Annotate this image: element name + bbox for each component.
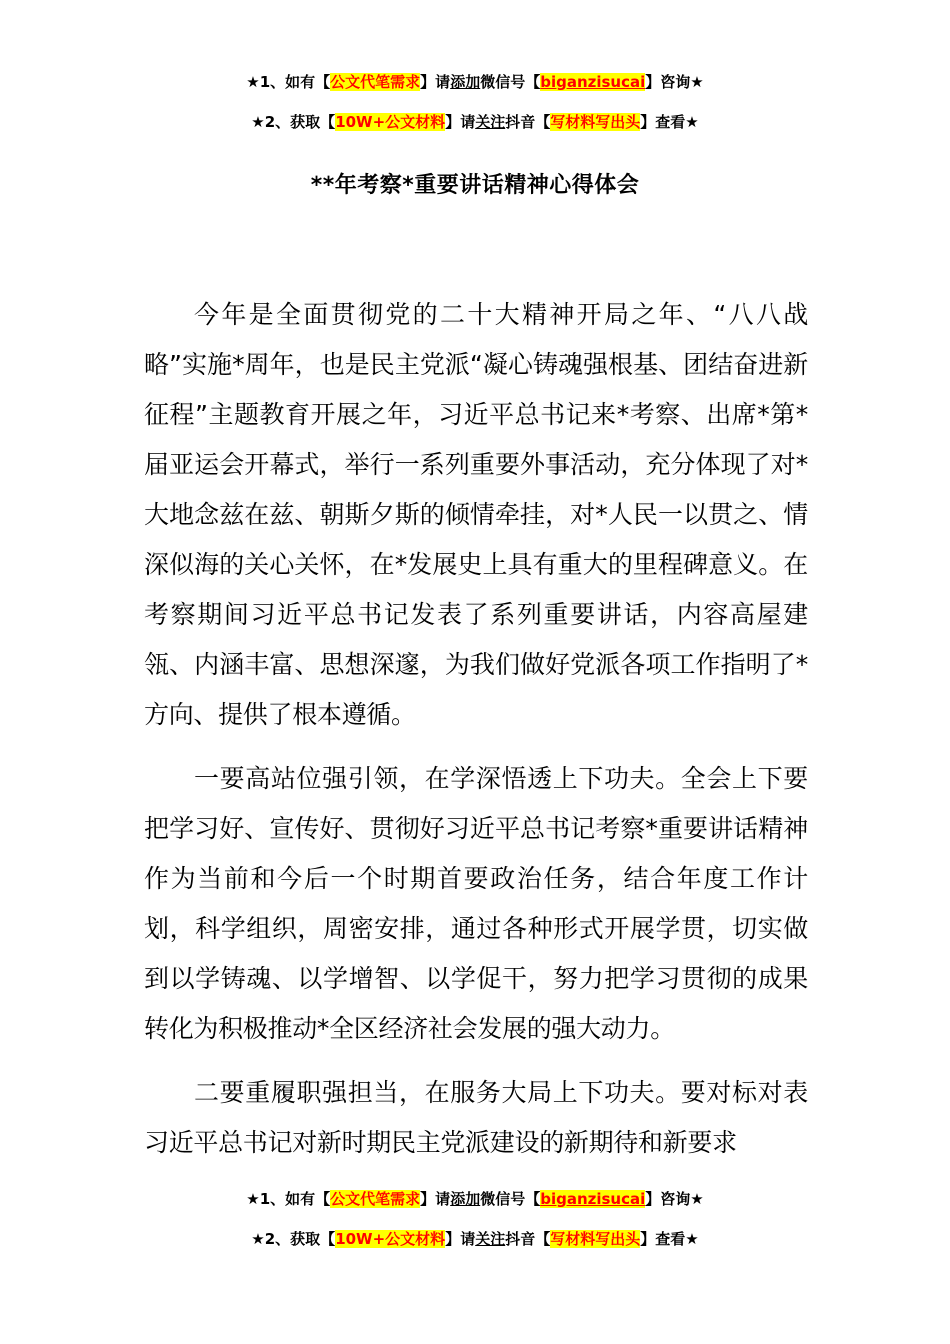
document-body <box>144 290 808 1168</box>
banner-text: 】咨询★ <box>645 1190 704 1208</box>
banner-text: 】请 <box>445 1230 476 1248</box>
banner-highlight: 写材料写出头 <box>550 113 641 131</box>
document-title: **年考察*重要讲话精神心得体会 <box>310 173 640 198</box>
banner-line-2 <box>0 110 950 134</box>
banner-text: 】请 <box>445 113 476 131</box>
banner-underline: 关注 <box>475 113 506 131</box>
banner-text: ★2、获取【 <box>251 1230 336 1248</box>
banner-text: 微信号【 <box>480 73 541 91</box>
paragraph-2: 一要高站位强引领，在学深悟透上下功夫。全会上下要把学习好、宣传好、贯彻好习近平总书记考察*重要讲话精神作为当前和今后一个时期首要政治任务，结合年度工作计划，科学组织，周密安排，通过各种形式开展学贯，切实做到以学铸魂、以学增智、以学促干，努力把学习贯彻的成果转化为积极推动*全区经济社会发展的强大动力。 <box>144 764 808 1043</box>
banner-wechat-id: biganzisucai <box>540 1190 646 1208</box>
banner-line-1 <box>0 70 950 94</box>
banner-line-1 <box>0 1187 950 1211</box>
banner-text: ★1、如有【 <box>246 1190 331 1208</box>
banner-highlight: 写材料写出头 <box>550 1230 641 1248</box>
banner-text: 】请 <box>420 73 451 91</box>
banner-text: 】查看★ <box>640 1230 699 1248</box>
header-banner <box>0 70 950 134</box>
banner-text: 抖音【 <box>505 1230 551 1248</box>
paragraph-1: 今年是全面贯彻党的二十大精神开局之年、“八八战略”实施*周年，也是民主党派“凝心铸魂强根基、团结奋进新征程”主题教育开展之年，习近平总书记来*考察、出席*第*届亚运会开幕式，举行一系列重要外事活动，充分体现了对*大地念兹在兹、朝斯夕斯的倾情牵挂，对*人民一以贯之、情深似海的关心关怀，在*发展史上具有重大的里程碑意义。在考察期间习近平总书记发表了系列重要讲话，内容高屋建瓴、内涵丰富、思想深邃，为我们做好党派各项工作指明了*方向、提供了根本遵循。 <box>144 300 808 729</box>
banner-underline: 添加 <box>450 73 481 91</box>
banner-text: 】请 <box>420 1190 451 1208</box>
footer-banner <box>0 1187 950 1251</box>
banner-underline: 添加 <box>450 1190 481 1208</box>
paragraph-3: 二要重履职强担当，在服务大局上下功夫。要对标对表习近平总书记对新时期民主党派建设的新期待和新要求 <box>144 1078 808 1157</box>
banner-line-2 <box>0 1227 950 1251</box>
banner-text: 抖音【 <box>505 113 551 131</box>
banner-wechat-id: biganzisucai <box>540 73 646 91</box>
banner-text: 微信号【 <box>480 1190 541 1208</box>
banner-text: ★1、如有【 <box>246 73 331 91</box>
banner-highlight: 10W+公文材料 <box>335 1230 446 1248</box>
banner-text: ★2、获取【 <box>251 113 336 131</box>
banner-underline: 关注 <box>475 1230 506 1248</box>
banner-text: 】咨询★ <box>645 73 704 91</box>
banner-highlight: 10W+公文材料 <box>335 113 446 131</box>
banner-text: 】查看★ <box>640 113 699 131</box>
banner-highlight: 公文代笔需求 <box>330 73 421 91</box>
banner-highlight: 公文代笔需求 <box>330 1190 421 1208</box>
